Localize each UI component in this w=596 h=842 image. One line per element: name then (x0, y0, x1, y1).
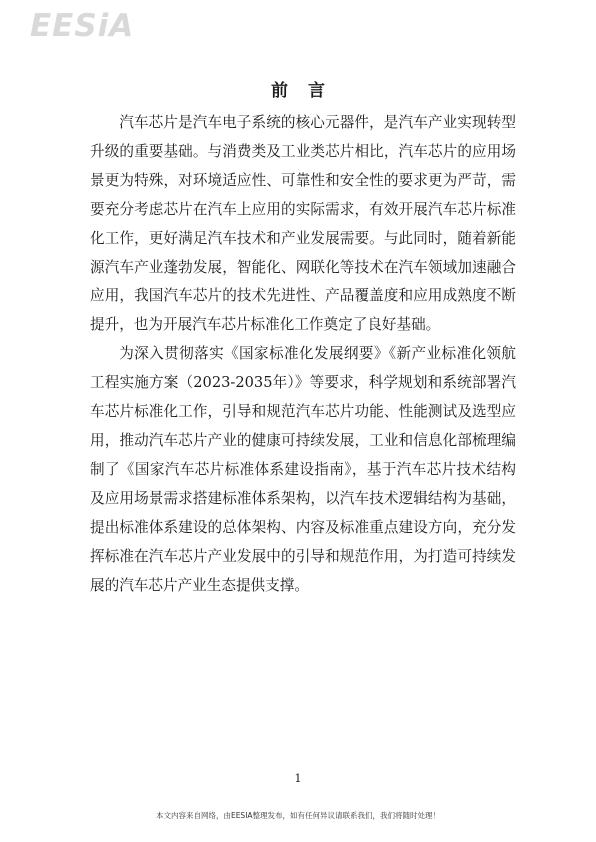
document-body (90, 109, 516, 600)
eesia-logo: EESiA (30, 8, 135, 44)
page-number: 1 (294, 772, 302, 785)
paragraph-1: 汽车芯片是汽车电子系统的核心元器件，是汽车产业实现转型升级的重要基础。与消费类及工业类芯片相比，汽车芯片的应用场景更为特殊，对环境适应性、可靠性和安全性的要求更为严苛，需要充分考虑芯片在汽车上应用的实际需求，有效开展汽车芯片标准化工作，更好满足汽车技术和产业发展需要。与此同时，随着新能源汽车产业蓬勃发展，智能化、网联化等技术在汽车领域加速融合应用，我国汽车芯片的技术先进性、产品覆盖度和应用成熟度不断提升，也为开展汽车芯片标准化工作奠定了良好基础。 (90, 114, 516, 334)
paragraph-2: 为深入贯彻落实《国家标准化发展纲要》《新产业标准化领航工程实施方案（2023-2035年）》等要求，科学规划和系统部署汽车芯片标准化工作，引导和规范汽车芯片功能、性能测试及选型应用，推动汽车芯片产业的健康可持续发展，工业和信息化部梳理编制了《国家汽车芯片标准体系建设指南》，基于汽车芯片技术结构及应用场景需求搭建标准体系架构，以汽车技术逻辑结构为基础，提出标准体系建设的总体架构、内容及标准重点建设方向，充分发挥标准在汽车芯片产业发展中的引导和规范作用，为打造可持续发展的汽车芯片产业生态提供支撑。 (90, 345, 516, 594)
footer-notice: 本文内容来自网络，由EESIA整理发布，如有任何异议请联系我们，我们将随时处理！ (155, 811, 441, 820)
page-title: 前言 (271, 81, 345, 101)
